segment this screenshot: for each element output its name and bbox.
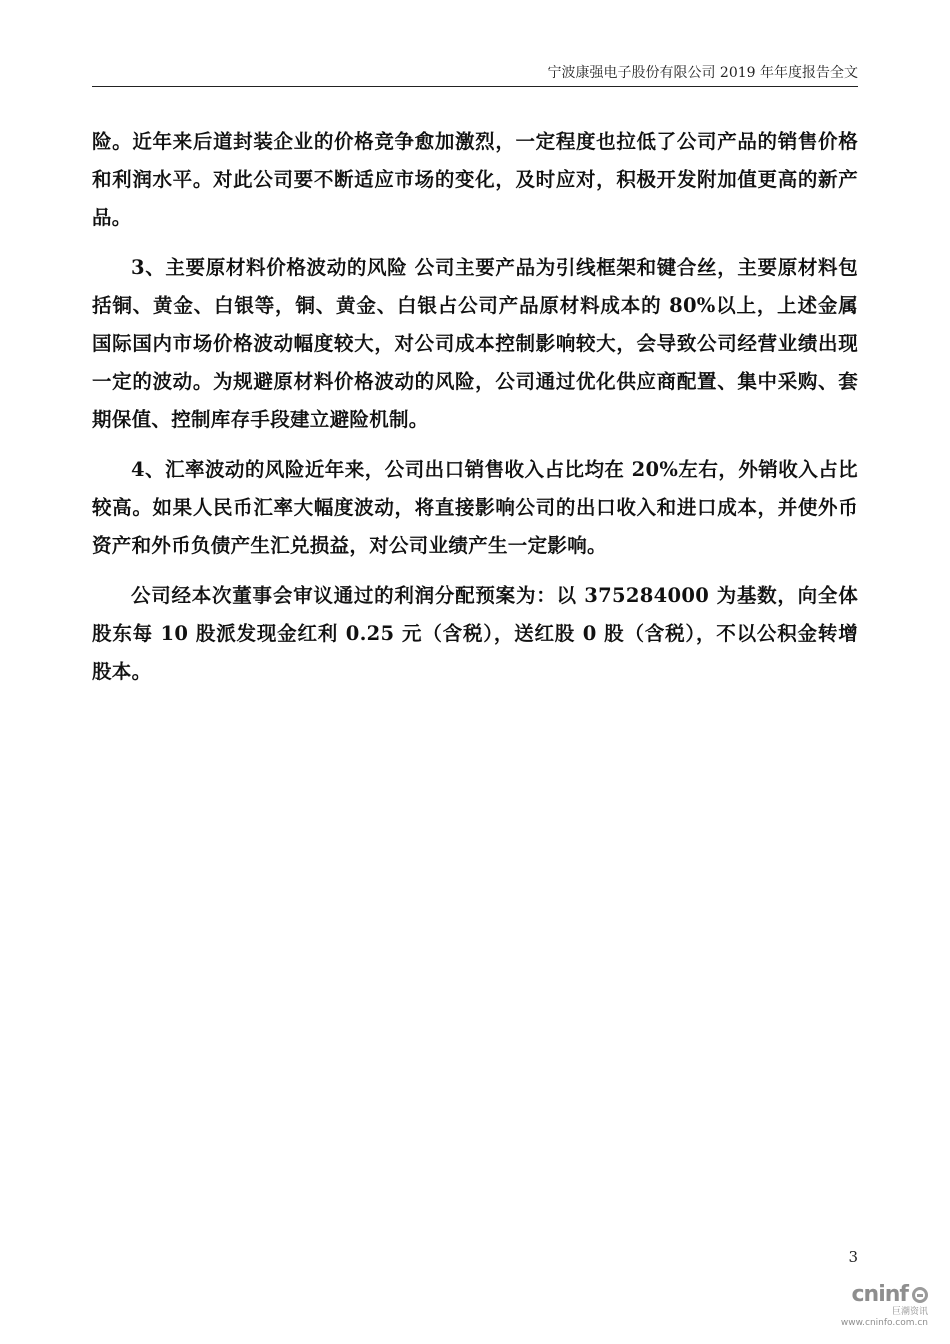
cninfo-watermark — [818, 1284, 928, 1329]
document-body — [92, 123, 858, 691]
page-number: 3 — [848, 1248, 858, 1266]
paragraph-raw-material-risk: 3、主要原材料价格波动的风险 公司主要产品为引线框架和键合丝，主要原材料包括铜、黄金、白银等，铜、黄金、白银占公司产品原材料成本的 80%以上，上述金属国际国内市场价格波动幅度较大，对公司成本控制影响较大，会导致公司经营业绩出现一定的波动。为规避原材料价格波动的风险，公司通过优化供应商配置、集中采购、套期保值、控制库存手段建立避险机制。 — [92, 256, 858, 431]
header-title: 宁波康强电子股份有限公司 2019 年年度报告全文 — [547, 65, 858, 81]
watermark-cn-text: 巨潮资讯 — [891, 1307, 928, 1317]
cninfo-logo-icon — [912, 1287, 928, 1303]
watermark-url: www.cninfo.com.cn — [840, 1318, 928, 1328]
paragraph-profit-distribution: 公司经本次董事会审议通过的利润分配预案为：以 375284000 为基数，向全体股东每 10 股派发现金红利 0.25 元（含税），送红股 0 股（含税），不以公积金转增股本。 — [92, 584, 858, 683]
paragraph-continuation: 险。近年来后道封装企业的价格竞争愈加激烈，一定程度也拉低了公司产品的销售价格和利润水平。对此公司要不断适应市场的变化，及时应对，积极开发附加值更高的新产品。 — [92, 130, 858, 229]
paragraph-exchange-rate-risk: 4、汇率波动的风险近年来，公司出口销售收入占比均在 20%左右，外销收入占比较高。如果人民币汇率大幅度波动，将直接影响公司的出口收入和进口成本，并使外币资产和外币负债产生汇兑损益，对公司业绩产生一定影响。 — [92, 458, 858, 557]
watermark-logo — [818, 1284, 928, 1306]
page-header — [92, 62, 858, 87]
watermark-logo-text: cninf — [851, 1282, 908, 1307]
